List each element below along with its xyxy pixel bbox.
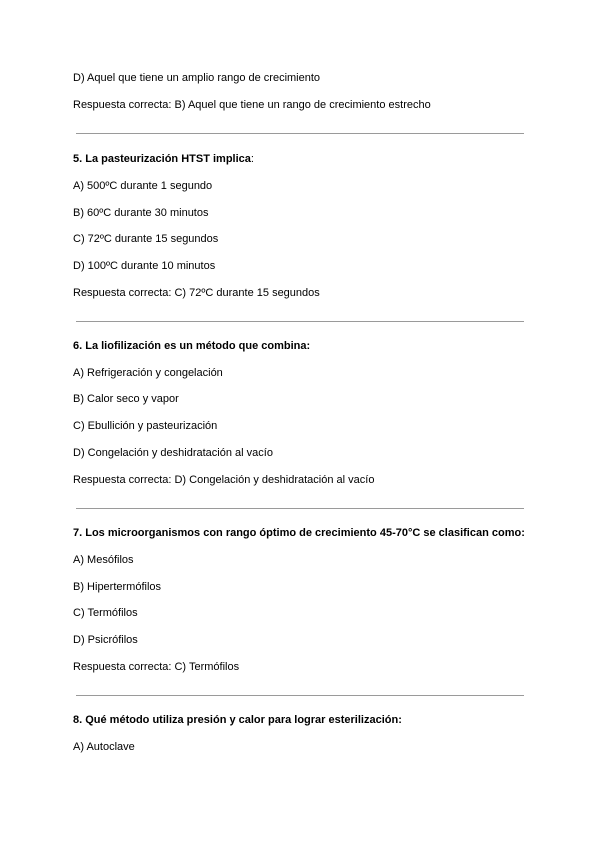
q5-answer: Respuesta correcta: C) 72ºC durante 15 segundos [73,287,320,299]
q4-option-d: D) Aquel que tiene un amplio rango de crecimiento [73,72,321,84]
q5-option-c: C) 72ºC durante 15 segundos [73,233,219,245]
q5-option-b: B) 60ºC durante 30 minutos [73,207,209,219]
q7-option-b: B) Hipertermófilos [73,581,162,593]
divider [76,321,524,322]
divider [76,695,524,696]
q6-option-c: C) Ebullición y pasteurización [73,420,218,432]
q4-answer: Respuesta correcta: B) Aquel que tiene un rango de crecimiento estrecho [73,99,431,111]
q5-question-suffix: : [250,153,254,165]
divider [76,508,524,509]
divider [76,133,524,134]
q6-option-b: B) Calor seco y vapor [73,393,179,405]
q8-option-a: A) Autoclave [73,741,135,753]
q6-option-a: A) Refrigeración y congelación [73,367,223,379]
q7-option-c: C) Termófilos [73,607,138,619]
q6-question: 6. La liofilización es un método que combina: [73,340,311,352]
q5-option-a: A) 500ºC durante 1 segundo [73,180,213,192]
q7-option-a: A) Mesófilos [73,554,134,566]
q6-answer: Respuesta correcta: D) Congelación y deshidratación al vacío [73,474,375,486]
q7-question: 7. Los microorganismos con rango óptimo de crecimiento 45-70°C se clasifican como: [73,527,525,539]
q7-option-d: D) Psicrófilos [73,634,138,646]
q8-question: 8. Qué método utiliza presión y calor para lograr esterilización: [73,714,402,726]
q5-option-d: D) 100ºC durante 10 minutos [73,260,216,272]
q6-option-d: D) Congelación y deshidratación al vacío [73,447,273,459]
q7-answer: Respuesta correcta: C) Termófilos [73,661,240,673]
q5-question [73,152,254,166]
q5-question-text: 5. La pasteurización HTST implica [73,153,251,165]
